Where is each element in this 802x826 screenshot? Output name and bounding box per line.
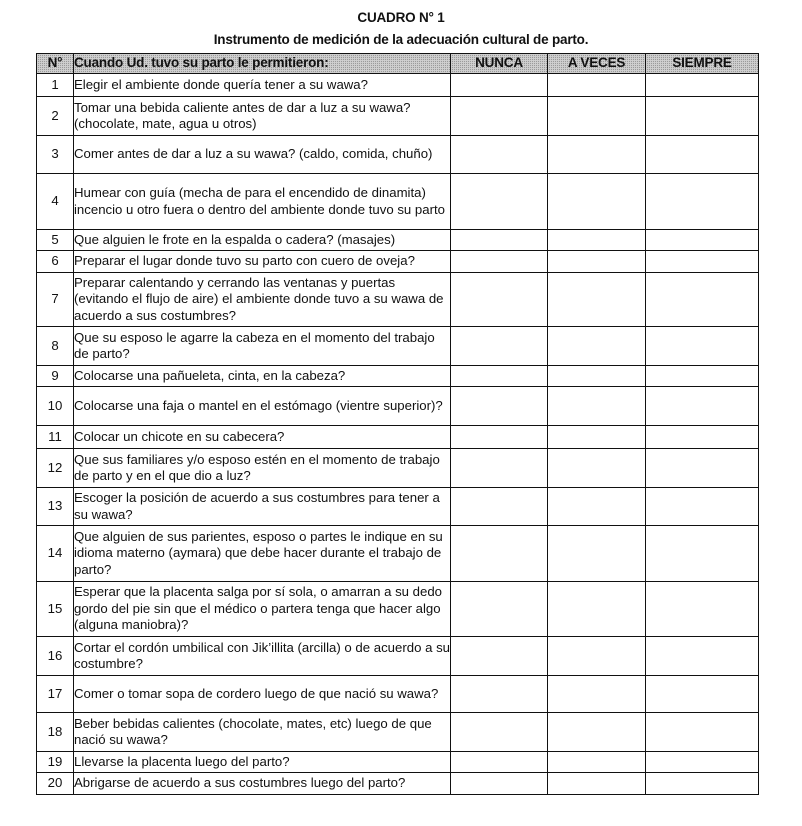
row-number: 10 xyxy=(37,387,74,426)
answer-cell-a-veces[interactable] xyxy=(548,251,646,273)
row-number: 16 xyxy=(37,637,74,676)
row-question: Colocarse una faja o mantel en el estómago (vientre superior)? xyxy=(74,387,451,426)
table-row xyxy=(37,327,759,366)
table-row xyxy=(37,230,759,251)
row-question: Colocar un chicote en su cabecera? xyxy=(74,426,451,449)
row-number: 6 xyxy=(37,251,74,273)
answer-cell-a-veces[interactable] xyxy=(548,74,646,97)
table-header-row xyxy=(37,54,759,74)
table-row xyxy=(37,387,759,426)
document-subtitle: Instrumento de medición de la adecuación cultural de parto. xyxy=(213,32,589,47)
answer-cell-a-veces[interactable] xyxy=(548,426,646,449)
answer-cell-nunca[interactable] xyxy=(451,488,548,526)
document-title: CUADRO N° 1 xyxy=(357,10,445,25)
row-question: Colocarse una pañueleta, cinta, en la cabeza? xyxy=(74,366,451,387)
answer-cell-siempre[interactable] xyxy=(646,97,759,136)
table-row xyxy=(37,273,759,327)
answer-cell-siempre[interactable] xyxy=(646,273,759,327)
answer-cell-a-veces[interactable] xyxy=(548,637,646,676)
table-row xyxy=(37,174,759,230)
row-number: 17 xyxy=(37,676,74,713)
answer-cell-siempre[interactable] xyxy=(646,366,759,387)
table-row xyxy=(37,74,759,97)
answer-cell-siempre[interactable] xyxy=(646,773,759,795)
answer-cell-nunca[interactable] xyxy=(451,74,548,97)
answer-cell-a-veces[interactable] xyxy=(548,582,646,637)
row-number: 12 xyxy=(37,449,74,488)
answer-cell-siempre[interactable] xyxy=(646,449,759,488)
answer-cell-nunca[interactable] xyxy=(451,97,548,136)
row-question: Humear con guía (mecha de para el encendido de dinamita) incencio u otro fuera o dentro del ambiente donde tuvo su parto xyxy=(74,174,451,230)
table-row xyxy=(37,97,759,136)
answer-cell-a-veces[interactable] xyxy=(548,230,646,251)
table-row xyxy=(37,582,759,637)
answer-cell-nunca[interactable] xyxy=(451,426,548,449)
answer-cell-nunca[interactable] xyxy=(451,713,548,752)
table-row xyxy=(37,773,759,795)
row-number: 9 xyxy=(37,366,74,387)
answer-cell-a-veces[interactable] xyxy=(548,526,646,582)
answer-cell-a-veces[interactable] xyxy=(548,387,646,426)
header-question: Cuando Ud. tuvo su parto le permitieron: xyxy=(74,54,451,74)
row-number: 20 xyxy=(37,773,74,795)
row-question: Esperar que la placenta salga por sí sola, o amarran a su dedo gordo del pie sin que el médico o partera tenga que hacer algo (alguna maniobra)? xyxy=(74,582,451,637)
answer-cell-a-veces[interactable] xyxy=(548,136,646,174)
answer-cell-nunca[interactable] xyxy=(451,230,548,251)
answer-cell-nunca[interactable] xyxy=(451,582,548,637)
row-number: 14 xyxy=(37,526,74,582)
row-number: 1 xyxy=(37,74,74,97)
answer-cell-a-veces[interactable] xyxy=(548,366,646,387)
row-question: Beber bebidas calientes (chocolate, mates, etc) luego de que nació su wawa? xyxy=(74,713,451,752)
row-question: Comer o tomar sopa de cordero luego de que nació su wawa? xyxy=(74,676,451,713)
answer-cell-a-veces[interactable] xyxy=(548,327,646,366)
table-row xyxy=(37,713,759,752)
answer-cell-siempre[interactable] xyxy=(646,426,759,449)
row-question: Abrigarse de acuerdo a sus costumbres luego del parto? xyxy=(74,773,451,795)
answer-cell-siempre[interactable] xyxy=(646,713,759,752)
answer-cell-nunca[interactable] xyxy=(451,251,548,273)
answer-cell-nunca[interactable] xyxy=(451,676,548,713)
header-a-veces: A VECES xyxy=(548,54,646,74)
answer-cell-nunca[interactable] xyxy=(451,449,548,488)
answer-cell-a-veces[interactable] xyxy=(548,174,646,230)
answer-cell-nunca[interactable] xyxy=(451,136,548,174)
answer-cell-siempre[interactable] xyxy=(646,230,759,251)
table-row xyxy=(37,752,759,773)
row-number: 4 xyxy=(37,174,74,230)
answer-cell-siempre[interactable] xyxy=(646,637,759,676)
answer-cell-siempre[interactable] xyxy=(646,174,759,230)
row-number: 7 xyxy=(37,273,74,327)
table-row xyxy=(37,449,759,488)
answer-cell-siempre[interactable] xyxy=(646,526,759,582)
answer-cell-siempre[interactable] xyxy=(646,676,759,713)
row-number: 3 xyxy=(37,136,74,174)
row-number: 15 xyxy=(37,582,74,637)
row-number: 13 xyxy=(37,488,74,526)
answer-cell-siempre[interactable] xyxy=(646,582,759,637)
answer-cell-nunca[interactable] xyxy=(451,773,548,795)
row-question: Que alguien de sus parientes, esposo o partes le indique en su idioma materno (aymara) que debe hacer durante el trabajo de parto? xyxy=(74,526,451,582)
row-question: Llevarse la placenta luego del parto? xyxy=(74,752,451,773)
row-number: 2 xyxy=(37,97,74,136)
answer-cell-nunca[interactable] xyxy=(451,327,548,366)
answer-cell-nunca[interactable] xyxy=(451,366,548,387)
table-row xyxy=(37,526,759,582)
answer-cell-a-veces[interactable] xyxy=(548,752,646,773)
answer-cell-siempre[interactable] xyxy=(646,327,759,366)
answer-cell-siempre[interactable] xyxy=(646,387,759,426)
table-body xyxy=(37,74,759,795)
table-row xyxy=(37,637,759,676)
answer-cell-a-veces[interactable] xyxy=(548,773,646,795)
header-siempre: SIEMPRE xyxy=(646,54,759,74)
row-question: Elegir el ambiente donde quería tener a su wawa? xyxy=(74,74,451,97)
answer-cell-a-veces[interactable] xyxy=(548,488,646,526)
answer-cell-nunca[interactable] xyxy=(451,387,548,426)
row-number: 19 xyxy=(37,752,74,773)
row-question: Que alguien le frote en la espalda o cadera? (masajes) xyxy=(74,230,451,251)
row-question: Que sus familiares y/o esposo estén en el momento de trabajo de parto y en el que dio a luz? xyxy=(74,449,451,488)
table-row xyxy=(37,676,759,713)
row-question: Comer antes de dar a luz a su wawa? (caldo, comida, chuño) xyxy=(74,136,451,174)
answer-cell-a-veces[interactable] xyxy=(548,676,646,713)
answer-cell-nunca[interactable] xyxy=(451,273,548,327)
row-number: 8 xyxy=(37,327,74,366)
row-number: 11 xyxy=(37,426,74,449)
table-row xyxy=(37,488,759,526)
row-question: Preparar calentando y cerrando las ventanas y puertas (evitando el flujo de aire) el ambiente donde tuvo a su wawa de acuerdo a sus costumbres? xyxy=(74,273,451,327)
answer-cell-a-veces[interactable] xyxy=(548,449,646,488)
header-number: N° xyxy=(37,54,74,74)
answer-cell-nunca[interactable] xyxy=(451,637,548,676)
row-question: Escoger la posición de acuerdo a sus costumbres para tener a su wawa? xyxy=(74,488,451,526)
answer-cell-siempre[interactable] xyxy=(646,488,759,526)
row-number: 18 xyxy=(37,713,74,752)
answer-cell-siempre[interactable] xyxy=(646,74,759,97)
row-question: Preparar el lugar donde tuvo su parto con cuero de oveja? xyxy=(74,251,451,273)
answer-cell-siempre[interactable] xyxy=(646,752,759,773)
answer-cell-a-veces[interactable] xyxy=(548,273,646,327)
answer-cell-nunca[interactable] xyxy=(451,526,548,582)
table-row xyxy=(37,426,759,449)
row-question: Que su esposo le agarre la cabeza en el momento del trabajo de parto? xyxy=(74,327,451,366)
table-row xyxy=(37,251,759,273)
measurement-table xyxy=(36,53,759,795)
answer-cell-a-veces[interactable] xyxy=(548,713,646,752)
answer-cell-nunca[interactable] xyxy=(451,174,548,230)
answer-cell-nunca[interactable] xyxy=(451,752,548,773)
header-nunca: NUNCA xyxy=(451,54,548,74)
answer-cell-siempre[interactable] xyxy=(646,251,759,273)
answer-cell-siempre[interactable] xyxy=(646,136,759,174)
row-number: 5 xyxy=(37,230,74,251)
answer-cell-a-veces[interactable] xyxy=(548,97,646,136)
row-question: Tomar una bebida caliente antes de dar a luz a su wawa? (chocolate, mate, agua u otros) xyxy=(74,97,451,136)
table-row xyxy=(37,366,759,387)
table-row xyxy=(37,136,759,174)
row-question: Cortar el cordón umbilical con Jik’illita (arcilla) o de acuerdo a su costumbre? xyxy=(74,637,451,676)
